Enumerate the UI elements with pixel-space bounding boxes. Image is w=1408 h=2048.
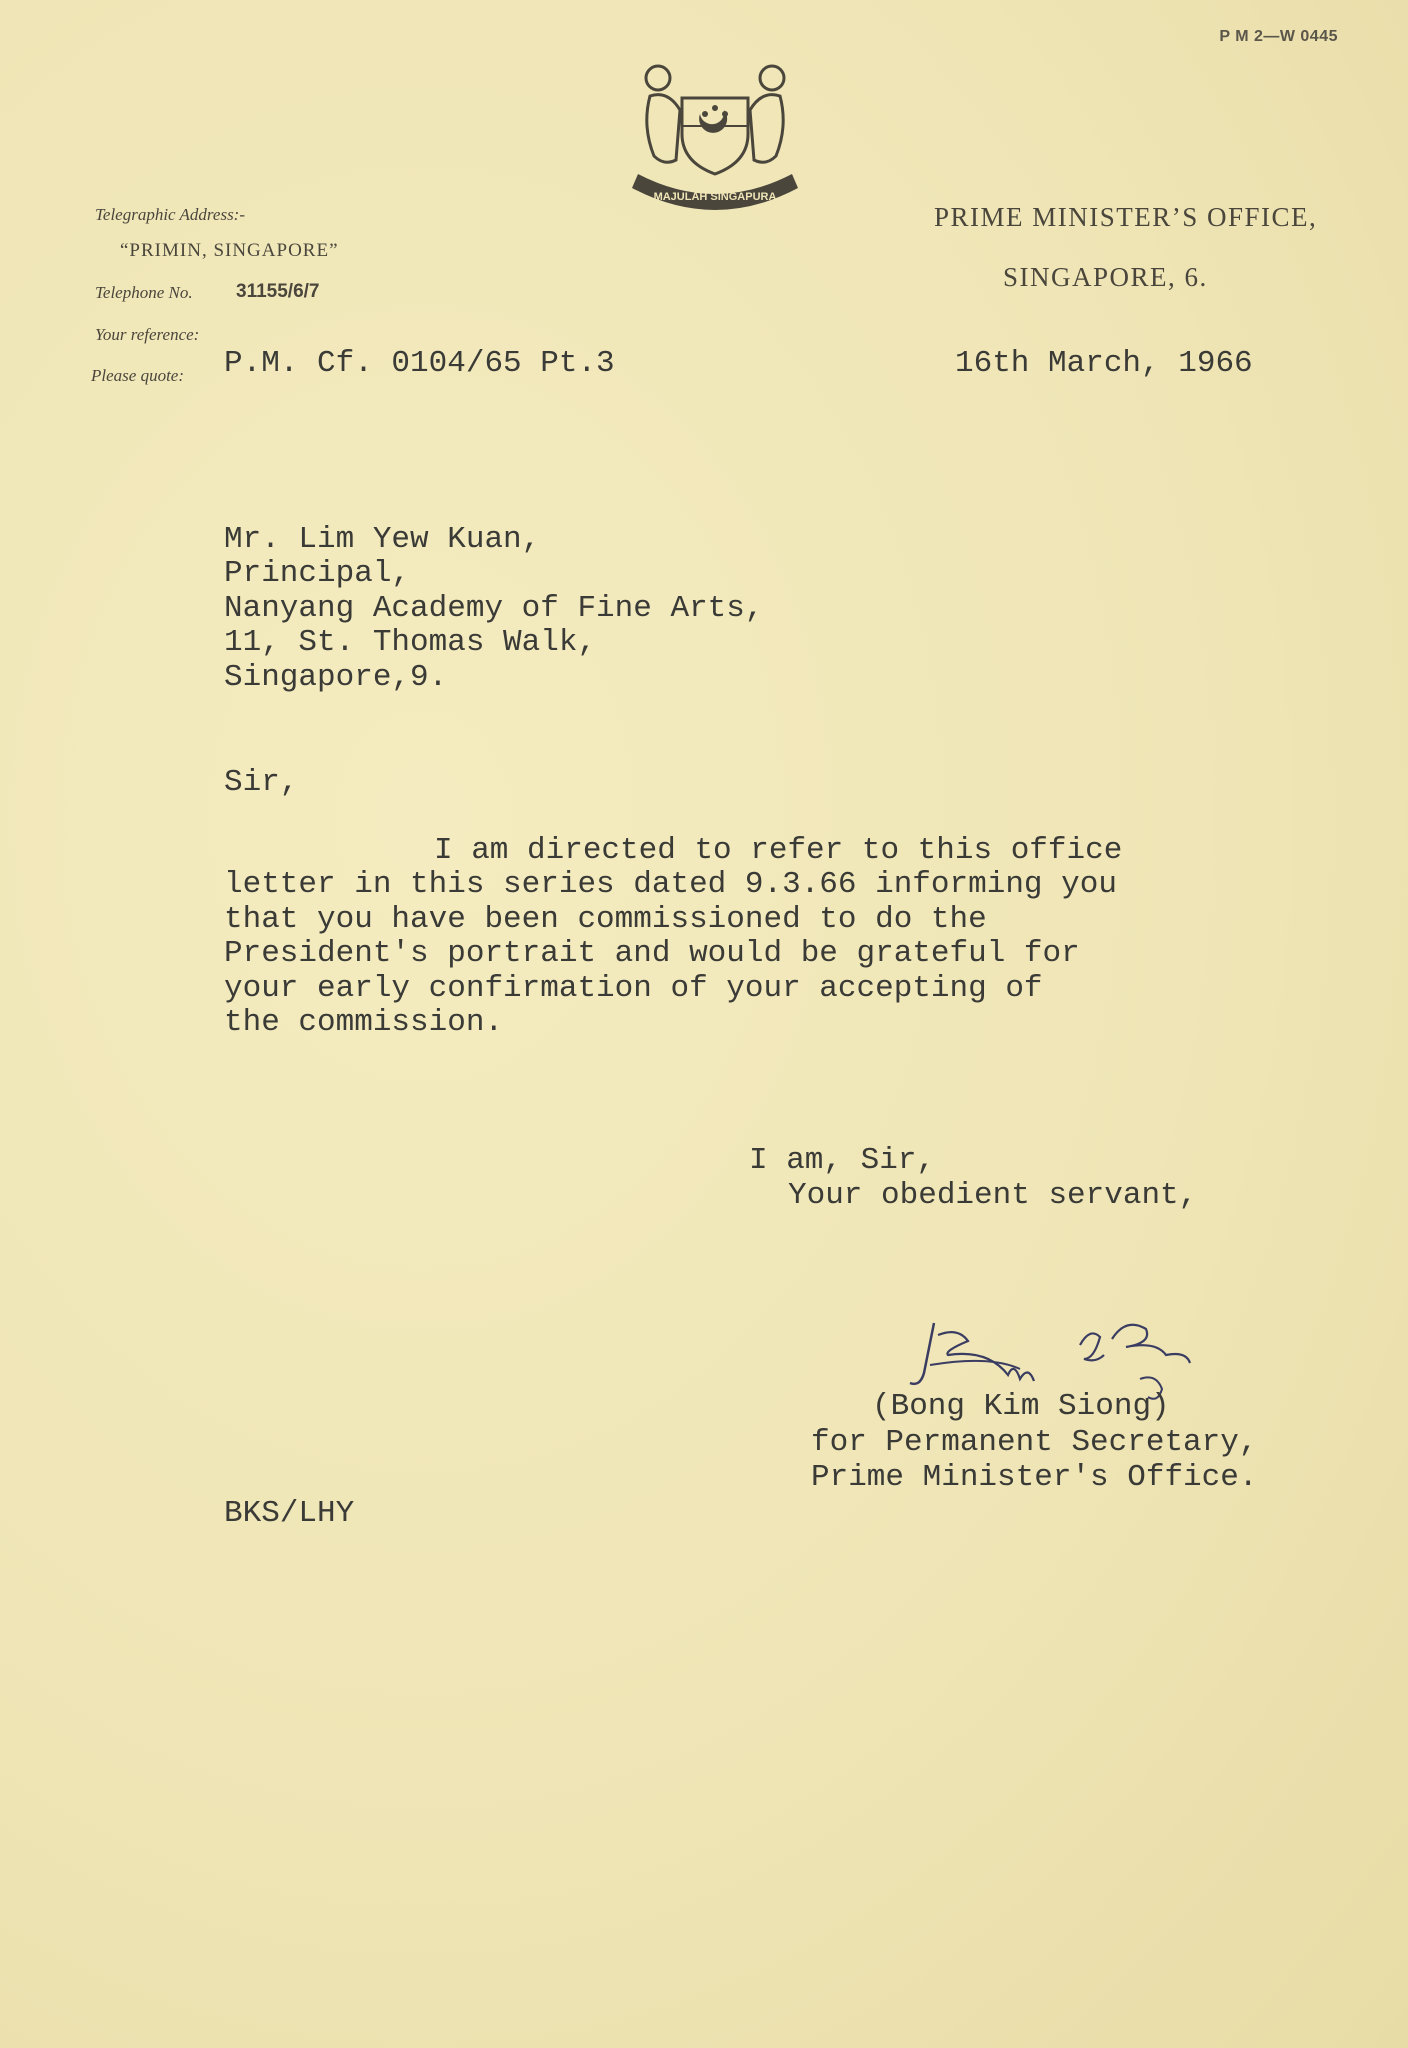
- telephone-label: Telephone No.: [95, 283, 193, 302]
- body-line: President's portrait and would be grateful for: [224, 936, 1080, 971]
- body-line: letter in this series dated 9.3.66 informing you: [224, 867, 1117, 902]
- body-line: your early confirmation of your accepting of: [224, 971, 1043, 1006]
- crest-motto: MAJULAH SINGAPURA: [653, 191, 777, 203]
- telegraphic-address-label: Telegraphic Address:-: [95, 205, 246, 224]
- your-reference-label: Your reference:: [95, 325, 200, 344]
- state-crest-logo: [620, 56, 810, 216]
- letter-date: 16th March, 1966: [955, 346, 1253, 381]
- address-line: 11, St. Thomas Walk,: [224, 625, 597, 660]
- signatory-role: for Permanent Secretary,: [811, 1425, 1258, 1460]
- body-line: the commission.: [224, 1005, 504, 1040]
- signatory-office: Prime Minister's Office.: [811, 1460, 1258, 1495]
- body-line: that you have been commissioned to do the: [224, 902, 987, 937]
- please-quote-label: Please quote:: [91, 366, 184, 385]
- body-line: I am directed to refer to this office: [434, 833, 1123, 868]
- salutation: Sir,: [224, 765, 299, 800]
- file-reference: P.M. Cf. 0104/65 Pt.3: [224, 346, 615, 381]
- office-city: SINGAPORE, 6.: [1003, 262, 1208, 292]
- address-line: Singapore,9.: [224, 660, 448, 695]
- telegraphic-address-value: “PRIMIN, SINGAPORE”: [120, 240, 339, 261]
- closing-line: Your obedient servant,: [788, 1178, 1198, 1213]
- address-line: Principal,: [224, 556, 411, 591]
- closing-line: I am, Sir,: [749, 1143, 936, 1178]
- address-line: Mr. Lim Yew Kuan,: [224, 522, 541, 557]
- form-code: P M 2—W 0445: [1219, 28, 1338, 45]
- telephone-number: 31155/6/7: [236, 281, 320, 302]
- signatory-name: (Bong Kim Siong): [872, 1389, 1170, 1424]
- office-name: PRIME MINISTER’S OFFICE,: [934, 202, 1318, 232]
- address-line: Nanyang Academy of Fine Arts,: [224, 591, 764, 626]
- typist-initials: BKS/LHY: [224, 1496, 355, 1531]
